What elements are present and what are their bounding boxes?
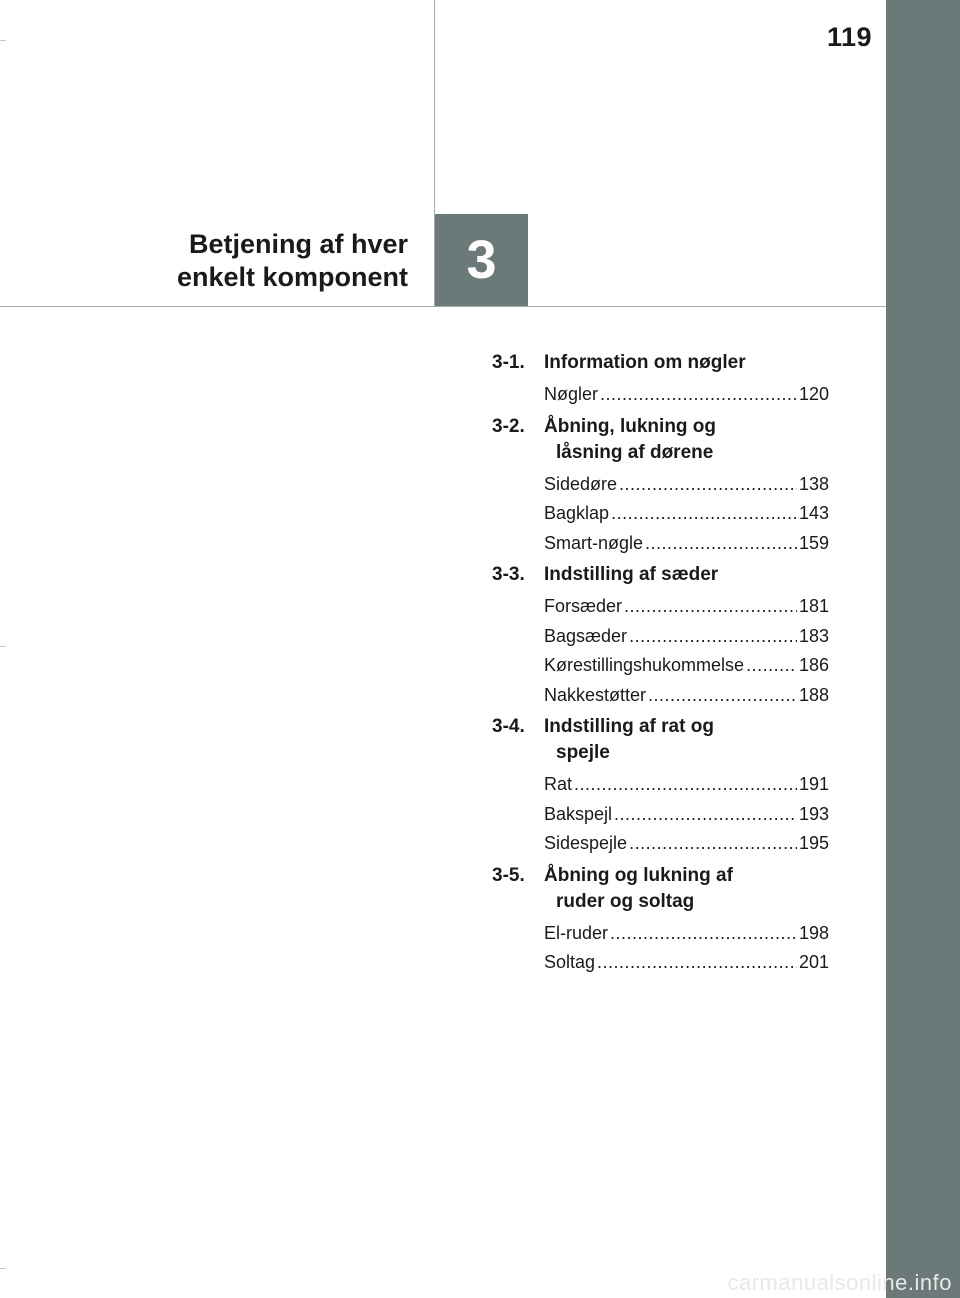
section-title: Information om nøgler: [544, 352, 746, 373]
toc-entry-smart-nogle[interactable]: [544, 529, 829, 559]
toc-entry-forsaeder[interactable]: [544, 592, 829, 622]
toc-entry-bagklap[interactable]: [544, 499, 829, 529]
header-horizontal-divider: [0, 306, 886, 307]
entry-label: Bagklap: [544, 503, 610, 523]
entry-page: 186: [798, 655, 829, 675]
entry-label: Kørestillingshukommelse: [544, 655, 745, 675]
leader-dots: [611, 499, 797, 529]
page-number: 119: [826, 22, 872, 52]
leader-dots: [648, 681, 797, 711]
entry-label: El-ruder: [544, 922, 609, 943]
section-number: 3-3.: [492, 564, 525, 585]
entry-page: 201: [798, 952, 829, 972]
toc-entry-rat[interactable]: [544, 770, 829, 800]
leader-dots: [597, 948, 797, 978]
entry-page: 193: [798, 803, 829, 824]
section-title: Åbning, lukning og låsning af dørene: [544, 415, 717, 463]
section-heading[interactable]: [492, 350, 829, 376]
section-number: 3-1.: [492, 352, 525, 373]
entry-label: Nakkestøtter: [544, 684, 647, 705]
toc-section-3-1: [492, 350, 829, 410]
toc-entry-bakspejl[interactable]: [544, 800, 829, 830]
leader-dots: [600, 380, 797, 410]
section-title: Åbning og lukning af ruder og soltag: [544, 864, 733, 912]
entry-label: Sidedøre: [544, 473, 618, 494]
crop-mark: [0, 40, 6, 41]
toc-entry-bagsaeder[interactable]: [544, 622, 829, 652]
toc-entry-sidespejle[interactable]: [544, 829, 829, 859]
leader-dots: [629, 622, 797, 652]
entry-label: Nøgler: [544, 384, 599, 404]
section-number: 3-2.: [492, 415, 525, 437]
leader-dots: [629, 829, 797, 859]
entry-page: 138: [798, 473, 829, 494]
leader-dots: [574, 770, 797, 800]
toc-entry-korestillingshukommelse[interactable]: [544, 651, 829, 681]
entry-page: 120: [798, 384, 829, 404]
crop-mark: [0, 1268, 6, 1269]
toc-section-3-4: [492, 714, 829, 859]
entry-page: 143: [798, 503, 829, 523]
entry-label: Rat: [544, 774, 573, 794]
chapter-title-line-1: Betjening af hver: [188, 229, 408, 259]
chapter-number: 3: [466, 230, 497, 290]
section-heading[interactable]: [492, 863, 829, 915]
entry-page: 191: [798, 774, 829, 794]
entry-page: 195: [798, 833, 829, 853]
entry-page: 159: [798, 532, 829, 553]
section-title: Indstilling af rat og spejle: [544, 716, 714, 763]
section-heading[interactable]: [492, 562, 829, 588]
toc-entry-nakkestotter[interactable]: [544, 681, 829, 711]
table-of-contents: [492, 350, 829, 978]
chapter-side-bar: [886, 0, 960, 1298]
chapter-number-box: [435, 214, 528, 306]
section-heading[interactable]: [492, 714, 829, 766]
toc-section-3-5: [492, 863, 829, 978]
chapter-title-line-2: enkelt komponent: [176, 262, 408, 292]
toc-section-3-2: [492, 414, 829, 559]
entry-page: 183: [798, 625, 829, 646]
leader-dots: [610, 919, 797, 949]
section-title: Indstilling af sæder: [544, 564, 719, 585]
toc-entry-nogler[interactable]: [544, 380, 829, 410]
section-number: 3-4.: [492, 716, 525, 737]
entry-label: Smart-nøgle: [544, 532, 644, 553]
leader-dots: [619, 470, 797, 500]
leader-dots: [645, 529, 797, 559]
entry-label: Forsæder: [544, 596, 623, 616]
entry-label: Bagsæder: [544, 625, 628, 646]
toc-entry-el-ruder[interactable]: [544, 919, 829, 949]
watermark: carmanualsonline.info: [727, 1270, 952, 1295]
leader-dots: [614, 800, 797, 830]
entry-label: Sidespejle: [544, 833, 628, 853]
section-heading[interactable]: [492, 414, 829, 466]
leader-dots: [624, 592, 797, 622]
crop-mark: [0, 646, 6, 647]
entry-label: Soltag: [544, 952, 596, 972]
entry-page: 188: [798, 684, 829, 705]
entry-page: 198: [798, 922, 829, 943]
leader-dots: [746, 651, 797, 681]
toc-entry-soltag[interactable]: [544, 948, 829, 978]
entry-page: 181: [798, 596, 829, 616]
chapter-title: [177, 228, 408, 294]
toc-section-3-3: [492, 562, 829, 710]
entry-label: Bakspejl: [544, 803, 613, 824]
section-number: 3-5.: [492, 864, 525, 886]
toc-entry-sidedore[interactable]: [544, 470, 829, 500]
